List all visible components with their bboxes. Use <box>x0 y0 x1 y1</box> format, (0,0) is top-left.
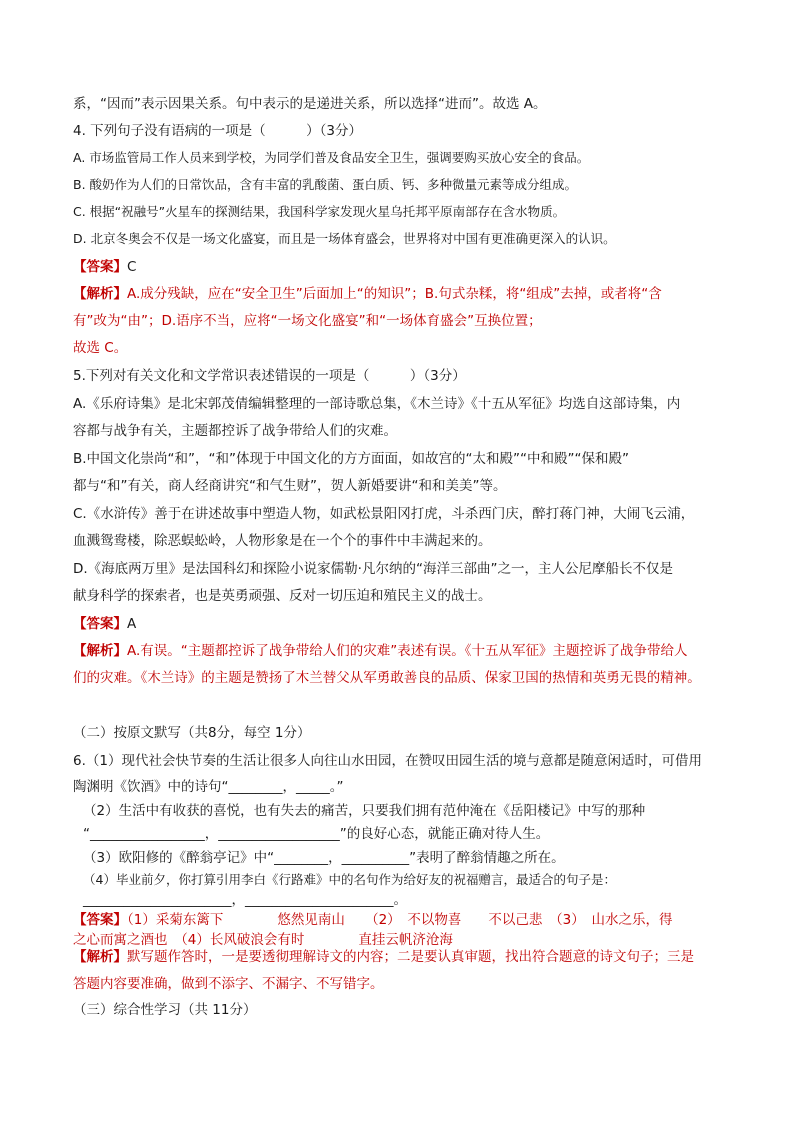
q6-answer-line1 <box>73 910 673 930</box>
q4-answer <box>73 257 136 277</box>
analysis-label: 【解析】 <box>73 286 127 302</box>
section3-heading: （三）综合性学习（共 11分） <box>73 1002 257 1018</box>
q6-analysis-line2: 答题内容要准确，做到不添字、不漏字、不写错字。 <box>73 976 384 992</box>
q5-option-line: 献身科学的探索者，也是英勇顽强、反对一切压迫和殖民主义的战士。 <box>73 588 492 604</box>
q6-part1-line1: 6.（1）现代社会快节奏的生活让很多人向往山水田园，在赞叹田园生活的境与意都是随意闲适时，可借用 <box>73 753 702 769</box>
q5-option-line: 血溅鸳鸯楼，除恶蜈蚣岭，人物形象是在一个个的事件中丰满起来的。 <box>73 533 492 549</box>
q4-option-b: B. 酸奶作为人们的日常饮品，含有丰富的乳酸菌、蛋白质、钙、多种微量元素等成分组成。 <box>73 177 578 192</box>
q6-part2-line1: （2）生活中有收获的喜悦，也有失去的痛苦，只要我们拥有范仲淹在《岳阳楼记》中写的那种 <box>83 803 646 819</box>
q5-analysis-line1 <box>73 641 688 661</box>
q4-analysis-line3: 故选 C。 <box>73 340 128 356</box>
q6-answer-line2: 之心而寓之酒也 （4）长风破浪会有时 直挂云帆济沧海 <box>73 932 453 948</box>
q6-part4-line2: ______________________，______________________。 <box>83 892 407 908</box>
q4-analysis-line1 <box>73 284 662 304</box>
q4-option-c: C. 根据“祝融号”火星车的探测结果，我国科学家发现火星乌托邦平原南部存在含水物质。 <box>73 204 566 219</box>
q6-part3: （3）欧阳修的《醉翁亭记》中“________，__________”表明了醉翁情趣之所在。 <box>83 850 565 866</box>
q6-part2-line2: “_________________，__________________”的良好心态，就能正确对待人生。 <box>83 826 550 842</box>
section2-heading: （二）按原文默写（共8分，每空 1分） <box>73 725 311 741</box>
q4-stem: 4. 下列句子没有语病的一项是（ ）（3分） <box>73 123 363 139</box>
q6-analysis-line1 <box>73 947 694 967</box>
answer-value: C <box>127 259 137 275</box>
q4-analysis-line2: 有”改为“由”；D.语序不当，应将“一场文化盛宴”和“一场体育盛会”互换位置； <box>73 313 542 329</box>
q5-option-line: D.《海底两万里》是法国科幻和探险小说家儒勒·凡尔纳的“海洋三部曲”之一，主人公尼摩船长不仅是 <box>73 561 673 577</box>
q5-option-line: 都与“和”有关，商人经商讲究“和气生财”，贺人新婚要讲“和和美美”等。 <box>73 478 507 494</box>
q6-part4-line1: （4）毕业前夕，你打算引用李白《行路难》中的名句作为给好友的祝福赠言，最适合的句子是： <box>83 872 616 887</box>
q5-analysis-line2: 们的灾难。《木兰诗》的主题是赞扬了木兰替父从军勇敢善良的品质、保家卫国的热情和英勇无畏的精神。 <box>73 670 701 686</box>
answer-label: 【答案】 <box>73 616 127 632</box>
q4-option-d: D. 北京冬奥会不仅是一场文化盛宴，而且是一场体育盛会，世界将对中国有更准确更深入的认识。 <box>73 231 616 246</box>
answer-label: 【答案】 <box>73 259 127 275</box>
analysis-text: 默写题作答时，一是要透彻理解诗文的内容；二是要认真审题，找出符合题意的诗文句子；三是 <box>127 949 694 965</box>
q5-answer <box>73 614 136 634</box>
analysis-text: A.成分残缺，应在“安全卫生”后面加上“的知识”；B.句式杂糅，将“组成”去掉，或者将“含 <box>127 286 662 302</box>
q6-part1-line2: 陶渊明《饮酒》中的诗句“________，_____。” <box>73 779 344 795</box>
q5-option-line: B.中国文化崇尚“和”，“和”体现于中国文化的方方面面，如故宫的“太和殿”“中和殿”“保和殿” <box>73 451 629 467</box>
q4-option-a: A. 市场监管局工作人员来到学校，为同学们普及食品安全卫生，强调要购买放心安全的食品。 <box>73 150 590 165</box>
answer-value: A <box>127 616 137 632</box>
q3-analysis-tail: 系，“因而”表示因果关系。句中表示的是递进关系，所以选择“进而”。故选 A。 <box>73 96 547 112</box>
q5-option-line: A.《乐府诗集》是北宋郭茂倩编辑整理的一部诗歌总集，《木兰诗》《十五从军征》均选自这部诗集，内 <box>73 396 681 412</box>
answer-text: （1）采菊东篱下 悠然见南山 （2） 不以物喜 不以己悲 （3） 山水之乐，得 <box>127 912 673 928</box>
analysis-text: A.有误。“主题都控诉了战争带给人们的灾难”表述有误。《十五从军征》主题控诉了战争带给人 <box>127 643 688 659</box>
analysis-label: 【解析】 <box>73 949 127 965</box>
answer-label: 【答案】 <box>73 912 127 928</box>
q5-option-line: C.《水浒传》善于在讲述故事中塑造人物，如武松景阳冈打虎，斗杀西门庆，醉打蒋门神，大闹飞云浦， <box>73 506 695 522</box>
q5-stem: 5.下列对有关文化和文学常识表述错误的一项是（ ）（3分） <box>73 368 466 384</box>
analysis-label: 【解析】 <box>73 643 127 659</box>
q5-option-line: 容都与战争有关，主题都控诉了战争带给人们的灾难。 <box>73 423 397 439</box>
